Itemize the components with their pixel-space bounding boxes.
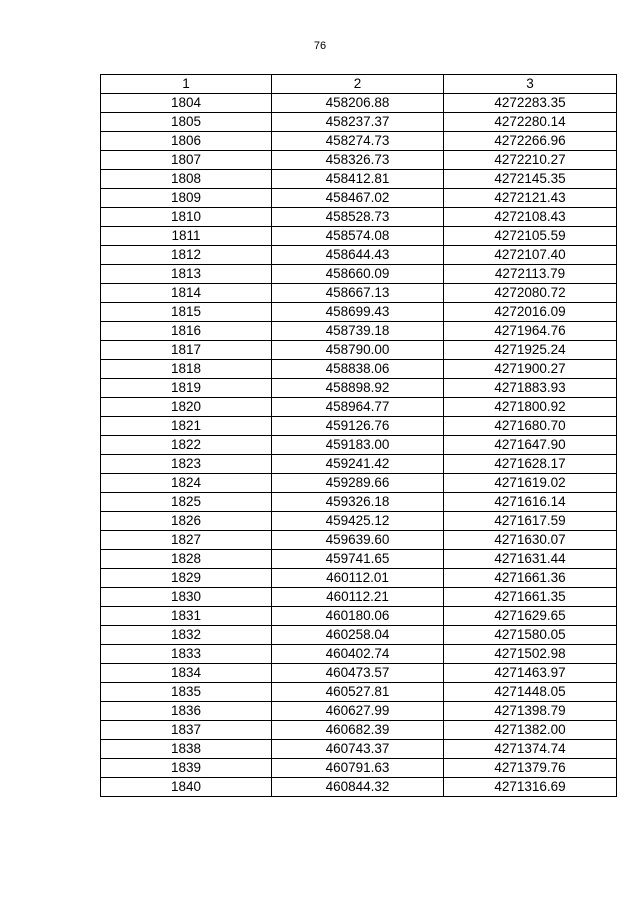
table-cell-col-1: 1840 (101, 778, 272, 797)
table-row (101, 265, 617, 284)
table-cell-col-3: 4271374.74 (444, 740, 617, 759)
table-row (101, 94, 617, 113)
table-cell-col-3: 4271616.14 (444, 493, 617, 512)
table-cell-col-1: 1838 (101, 740, 272, 759)
table-cell-col-1: 1821 (101, 417, 272, 436)
table-cell-col-1: 1814 (101, 284, 272, 303)
table-cell-col-2: 458237.37 (272, 113, 444, 132)
table-cell-col-2: 458660.09 (272, 265, 444, 284)
table-cell-col-3: 4271398.79 (444, 702, 617, 721)
table-cell-col-2: 458838.06 (272, 360, 444, 379)
table-cell-col-3: 4272105.59 (444, 227, 617, 246)
column-header-1: 1 (101, 75, 272, 94)
table-row (101, 360, 617, 379)
table-row (101, 113, 617, 132)
table-cell-col-2: 458274.73 (272, 132, 444, 151)
table-cell-col-1: 1825 (101, 493, 272, 512)
table-cell-col-1: 1828 (101, 550, 272, 569)
table-row (101, 417, 617, 436)
table-row (101, 626, 617, 645)
table-cell-col-3: 4272280.14 (444, 113, 617, 132)
table-cell-col-3: 4271661.35 (444, 588, 617, 607)
table-cell-col-3: 4272080.72 (444, 284, 617, 303)
table-cell-col-2: 458739.18 (272, 322, 444, 341)
table-cell-col-2: 458644.43 (272, 246, 444, 265)
table-cell-col-1: 1813 (101, 265, 272, 284)
table-cell-col-2: 460112.01 (272, 569, 444, 588)
table-cell-col-3: 4271617.59 (444, 512, 617, 531)
table-cell-col-3: 4271382.00 (444, 721, 617, 740)
table-row (101, 189, 617, 208)
table-header-row (101, 75, 617, 94)
table-cell-col-3: 4272283.35 (444, 94, 617, 113)
table-cell-col-3: 4271463.97 (444, 664, 617, 683)
table-cell-col-2: 460743.37 (272, 740, 444, 759)
coordinates-table (100, 74, 617, 797)
table-cell-col-2: 460180.06 (272, 607, 444, 626)
table-row (101, 398, 617, 417)
table-cell-col-2: 460527.81 (272, 683, 444, 702)
table-row (101, 208, 617, 227)
table-cell-col-1: 1824 (101, 474, 272, 493)
table-cell-col-1: 1809 (101, 189, 272, 208)
table-cell-col-1: 1831 (101, 607, 272, 626)
table-cell-col-2: 459741.65 (272, 550, 444, 569)
table-row (101, 759, 617, 778)
table-cell-col-3: 4271502.98 (444, 645, 617, 664)
table-cell-col-2: 458667.13 (272, 284, 444, 303)
table-row (101, 379, 617, 398)
table-cell-col-2: 460682.39 (272, 721, 444, 740)
table-row (101, 493, 617, 512)
column-header-2: 2 (272, 75, 444, 94)
table-cell-col-1: 1835 (101, 683, 272, 702)
table-row (101, 227, 617, 246)
table-cell-col-1: 1811 (101, 227, 272, 246)
table-cell-col-3: 4271883.93 (444, 379, 617, 398)
table-cell-col-1: 1808 (101, 170, 272, 189)
table-cell-col-3: 4271900.27 (444, 360, 617, 379)
table-cell-col-1: 1819 (101, 379, 272, 398)
table-cell-col-1: 1822 (101, 436, 272, 455)
table-cell-col-3: 4271316.69 (444, 778, 617, 797)
table-cell-col-2: 458326.73 (272, 151, 444, 170)
table-cell-col-1: 1834 (101, 664, 272, 683)
table-cell-col-3: 4271661.36 (444, 569, 617, 588)
column-header-3: 3 (444, 75, 617, 94)
table-cell-col-1: 1817 (101, 341, 272, 360)
table-cell-col-3: 4271925.24 (444, 341, 617, 360)
table-cell-col-2: 458574.08 (272, 227, 444, 246)
table-cell-col-3: 4271631.44 (444, 550, 617, 569)
table-cell-col-1: 1830 (101, 588, 272, 607)
table-row (101, 132, 617, 151)
table-row (101, 588, 617, 607)
table-cell-col-1: 1818 (101, 360, 272, 379)
table-row (101, 531, 617, 550)
table-row (101, 246, 617, 265)
table-cell-col-3: 4271629.65 (444, 607, 617, 626)
table-cell-col-2: 459183.00 (272, 436, 444, 455)
table-row (101, 322, 617, 341)
table-cell-col-2: 460112.21 (272, 588, 444, 607)
table-cell-col-3: 4271448.05 (444, 683, 617, 702)
table-cell-col-2: 460791.63 (272, 759, 444, 778)
table-cell-col-3: 4271379.76 (444, 759, 617, 778)
table-row (101, 455, 617, 474)
table-cell-col-3: 4272016.09 (444, 303, 617, 322)
table-cell-col-2: 460402.74 (272, 645, 444, 664)
table-cell-col-2: 458528.73 (272, 208, 444, 227)
table-cell-col-3: 4272210.27 (444, 151, 617, 170)
table-cell-col-3: 4272113.79 (444, 265, 617, 284)
table-cell-col-2: 458412.81 (272, 170, 444, 189)
table-cell-col-2: 459425.12 (272, 512, 444, 531)
table-cell-col-1: 1812 (101, 246, 272, 265)
table-cell-col-2: 458964.77 (272, 398, 444, 417)
table-cell-col-2: 459241.42 (272, 455, 444, 474)
table-cell-col-1: 1815 (101, 303, 272, 322)
table-row (101, 550, 617, 569)
table-cell-col-1: 1816 (101, 322, 272, 341)
table-cell-col-3: 4271680.70 (444, 417, 617, 436)
table-cell-col-2: 458898.92 (272, 379, 444, 398)
table-row (101, 512, 617, 531)
table-cell-col-1: 1806 (101, 132, 272, 151)
table-row (101, 664, 617, 683)
table-cell-col-1: 1823 (101, 455, 272, 474)
table-cell-col-3: 4271964.76 (444, 322, 617, 341)
table-cell-col-3: 4272121.43 (444, 189, 617, 208)
table-cell-col-2: 458467.02 (272, 189, 444, 208)
table-row (101, 740, 617, 759)
table-cell-col-3: 4271800.92 (444, 398, 617, 417)
table-cell-col-1: 1810 (101, 208, 272, 227)
table-cell-col-1: 1804 (101, 94, 272, 113)
table-row (101, 778, 617, 797)
table-cell-col-3: 4272108.43 (444, 208, 617, 227)
table-cell-col-1: 1829 (101, 569, 272, 588)
table-cell-col-2: 458790.00 (272, 341, 444, 360)
table-row (101, 303, 617, 322)
table-cell-col-3: 4271647.90 (444, 436, 617, 455)
table-cell-col-2: 458206.88 (272, 94, 444, 113)
table-cell-col-1: 1837 (101, 721, 272, 740)
table-row (101, 170, 617, 189)
table-cell-col-3: 4271619.02 (444, 474, 617, 493)
table-cell-col-1: 1836 (101, 702, 272, 721)
page-number: 76 (313, 40, 327, 52)
table-row (101, 645, 617, 664)
table-cell-col-1: 1820 (101, 398, 272, 417)
table-cell-col-2: 460844.32 (272, 778, 444, 797)
table-cell-col-2: 458699.43 (272, 303, 444, 322)
table-row (101, 284, 617, 303)
table-cell-col-1: 1839 (101, 759, 272, 778)
table-cell-col-1: 1832 (101, 626, 272, 645)
table-row (101, 474, 617, 493)
table-cell-col-3: 4271630.07 (444, 531, 617, 550)
table-cell-col-3: 4272145.35 (444, 170, 617, 189)
table-cell-col-2: 459639.60 (272, 531, 444, 550)
table-cell-col-2: 459126.76 (272, 417, 444, 436)
table-cell-col-3: 4272107.40 (444, 246, 617, 265)
table-cell-col-3: 4271628.17 (444, 455, 617, 474)
table-cell-col-2: 460258.04 (272, 626, 444, 645)
table-row (101, 569, 617, 588)
table-cell-col-1: 1807 (101, 151, 272, 170)
table-cell-col-3: 4272266.96 (444, 132, 617, 151)
table-cell-col-1: 1826 (101, 512, 272, 531)
table-row (101, 436, 617, 455)
table-row (101, 151, 617, 170)
table-cell-col-1: 1833 (101, 645, 272, 664)
table-cell-col-1: 1805 (101, 113, 272, 132)
table-body (101, 94, 617, 797)
table-cell-col-2: 460473.57 (272, 664, 444, 683)
table-cell-col-2: 459326.18 (272, 493, 444, 512)
table-cell-col-2: 459289.66 (272, 474, 444, 493)
table-row (101, 683, 617, 702)
table-row (101, 702, 617, 721)
table-row (101, 341, 617, 360)
table-cell-col-2: 460627.99 (272, 702, 444, 721)
table-row (101, 721, 617, 740)
table-cell-col-1: 1827 (101, 531, 272, 550)
table-row (101, 607, 617, 626)
table-cell-col-3: 4271580.05 (444, 626, 617, 645)
